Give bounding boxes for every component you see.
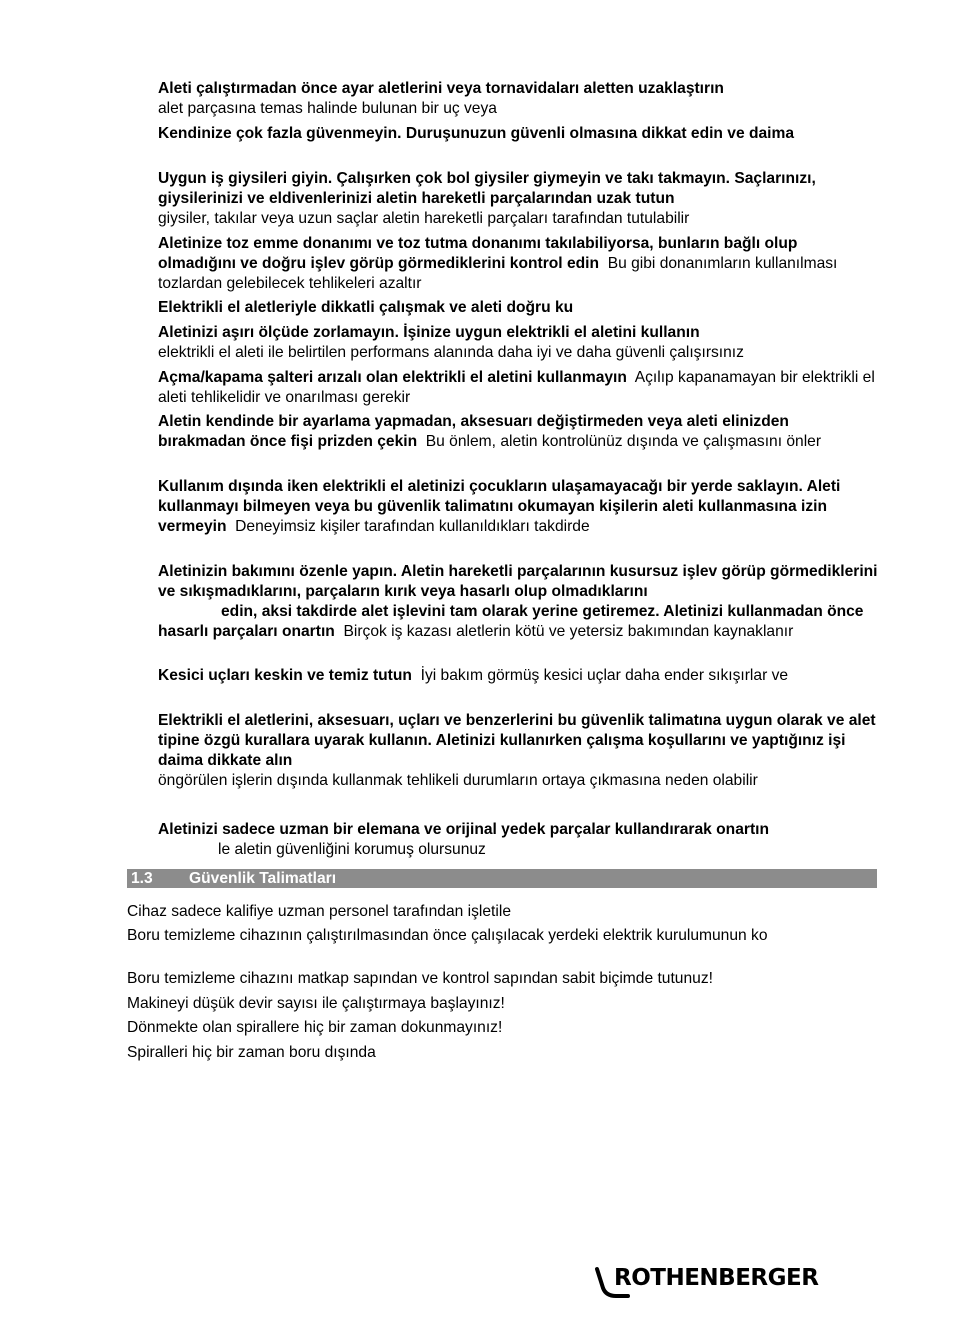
safety-paragraph	[158, 323, 878, 363]
paragraph-bold-text: Uygun iş giysileri giyin. Çalışırken çok bol giysiler giymeyin ve takı takmayın. Saçlarınızı, giysilerinizi ve eldivenlerinizi aletin hareketli parçalarından uzak tutun	[158, 170, 816, 207]
paragraph-bold-text: Aletinize toz emme donanımı ve toz tutma donanımı takılabiliyorsa, bunların bağlı olup olmadığını ve doğru işlev görüp görmediklerini kontrol edin	[158, 235, 798, 272]
paragraph-bold-text: Aleti çalıştırmadan önce ayar aletlerini veya tornavidaları aletten uzaklaştırın	[158, 80, 724, 97]
paragraph-text: alet parçasına temas halinde bulunan bir uç veya	[158, 100, 497, 117]
paragraph-bold-text: Kendinize çok fazla güvenmeyin. Duruşunuzun güvenli olmasına dikkat edin ve daima	[158, 125, 795, 142]
safety-paragraph	[158, 711, 878, 791]
paragraph-text: elektrikli el aleti ile belirtilen performans alanında daha iyi ve daha güvenli çalışırsınız	[158, 344, 744, 361]
section-number: 1.3	[131, 870, 153, 887]
safety-paragraph	[158, 412, 878, 452]
rothenberger-logo	[594, 1264, 834, 1298]
paragraph-bold-text: Elektrikli el aletlerini, aksesuarı, uçları ve benzerlerini bu güvenlik talimatına uygun olarak ve alet tipine özgü kurallara uyarak kullanın. Aletinizi kullanırken çalışma koşullarını ve yaptığınız işi daima dikkate alın	[158, 712, 876, 769]
safety-paragraph	[158, 477, 878, 537]
section-title: Güvenlik Talimatları	[189, 870, 337, 887]
safety-paragraph	[158, 79, 878, 119]
paragraph-bold-text: Açma/kapama şalteri arızalı olan elektrikli el aletini kullanmayın	[158, 369, 627, 386]
instruction-line: Dönmekte olan spirallere hiç bir zaman dokunmayınız!	[127, 1019, 503, 1036]
logo-text: ROTHENBERGER	[614, 1265, 819, 1291]
safety-paragraph	[158, 169, 878, 229]
safety-paragraph	[158, 368, 878, 408]
paragraph-bold-text: Kullanım dışında iken elektrikli el aletinizi çocukların ulaşamayacağı bir yerde saklayın. Aleti kullanmayı bilmeyen veya bu güvenlik talimatını okumayan kişilerin aleti kullanmasına izin vermeyin	[158, 478, 841, 535]
paragraph-bold-text: Aletinizin bakımını özenle yapın. Aletin hareketli parçalarının kusursuz işlev görüp görmediklerini ve sıkışmadıklarını, parçaların kırık veya hasarlı olup olmadıklarını	[158, 563, 878, 600]
paragraph-text: Deneyimsiz kişiler tarafından kullanıldıkları takdirde	[235, 518, 590, 535]
paragraph-text: Bu gibi donanımların kullanılması tozlardan gelebilecek tehlikeleri azaltır	[158, 255, 838, 292]
safety-paragraph	[158, 666, 878, 686]
safety-paragraph	[158, 234, 878, 294]
paragraph-bold-text: Aletinizi sadece uzman bir elemana ve orijinal yedek parçalar kullandırarak onartın	[158, 821, 769, 838]
paragraph-bold-text: Kesici uçları keskin ve temiz tutun	[158, 667, 412, 684]
safety-paragraph	[158, 124, 878, 144]
section-header	[127, 869, 877, 888]
paragraph-text: İyi bakım görmüş kesici uçlar daha ender sıkışırlar ve	[420, 667, 789, 684]
instruction-line: Boru temizleme cihazını matkap sapından ve kontrol sapından sabit biçimde tutunuz!	[127, 970, 713, 987]
safety-paragraph	[158, 820, 878, 860]
paragraph-bold-text: edin, aksi takdirde alet işlevini tam olarak yerine getiremez. Aletinizi kullanmadan önce hasarlı parçaları onartın	[158, 603, 864, 640]
safety-paragraph	[158, 562, 878, 642]
instruction-line: Cihaz sadece kalifiye uzman personel tarafından işletile	[127, 903, 511, 920]
safety-paragraph	[158, 298, 878, 318]
paragraph-text: öngörülen işlerin dışında kullanmak tehlikeli durumların ortaya çıkmasına neden olabilir	[158, 772, 758, 789]
paragraph-text: Birçok iş kazası aletlerin kötü ve yetersiz bakımından kaynaklanır	[343, 623, 794, 640]
paragraph-text: Açılıp kapanamayan bir elektrikli el aleti tehlikelidir ve onarılması gerekir	[158, 369, 875, 406]
paragraph-text: le aletin güvenliğini korumuş olursunuz	[218, 841, 486, 858]
paragraph-bold-text: Aletinizi aşırı ölçüde zorlamayın. İşinize uygun elektrikli el aletini kullanın	[158, 324, 700, 341]
paragraph-text: giysiler, takılar veya uzun saçlar aletin hareketli parçaları tarafından tutulabilir	[158, 210, 690, 227]
paragraph-text: Bu önlem, aletin kontrolünüz dışında ve çalışmasını önler	[425, 433, 822, 450]
instruction-line: Makineyi düşük devir sayısı ile çalıştırmaya başlayınız!	[127, 995, 505, 1012]
paragraph-bold-text: Aletin kendinde bir ayarlama yapmadan, aksesuarı değiştirmeden veya aleti elinizden bırakmadan önce fişi prizden çekin	[158, 413, 789, 450]
paragraph-bold-text: Elektrikli el aletleriyle dikkatli çalışmak ve aleti doğru ku	[158, 299, 574, 316]
instruction-line: Spiralleri hiç bir zaman boru dışında	[127, 1044, 376, 1061]
instruction-line: Boru temizleme cihazının çalıştırılmasından önce çalışılacak yerdeki elektrik kurulumunun ko	[127, 927, 768, 944]
